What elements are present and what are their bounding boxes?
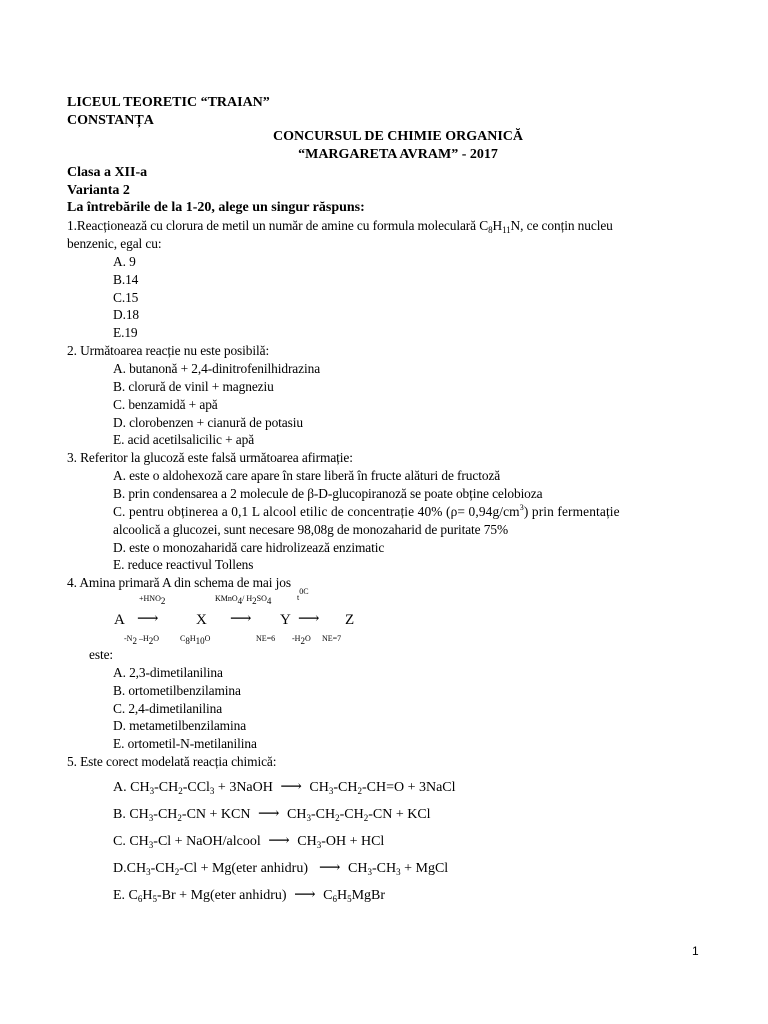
q1-option-e: E.19: [113, 325, 138, 340]
q4-option-b: B. ortometilbenzilamina: [113, 683, 241, 698]
q2-option-a: A. butanonă + 2,4-dinitrofenilhidrazina: [113, 361, 321, 376]
question-3-text: 3. Referitor la glucoză este falsă următoarea afirmație:: [67, 450, 353, 465]
q4-option-a: A. 2,3-dimetilanilina: [113, 665, 223, 680]
q2-option-c: C. benzamidă + apă: [113, 397, 218, 412]
scheme-reagent-1: $+HNO_2$: [139, 594, 166, 606]
scheme-node-z: Z: [345, 612, 355, 628]
scheme-arrow-3: ⟶: [298, 611, 320, 627]
q4-option-c: C. 2,4-dimetilanilina: [113, 701, 223, 716]
scheme-below-4: $-H_2O$: [292, 634, 311, 646]
question-1-text: 1.Reacționează cu clorura de metil un număr de amine cu formula moleculară $C_8H_{11}N$, ce conțin nucleu: [67, 218, 613, 235]
instruction: La întrebările de la 1-20, alege un singur răspuns:: [67, 200, 365, 215]
q4-option-e: E. ortometil-N-metilanilina: [113, 736, 257, 751]
class-label: Clasa a XII-a: [67, 165, 148, 180]
q1-option-b: B.14: [113, 272, 139, 287]
city-name: CONSTANȚA: [67, 113, 154, 128]
q3-option-d: D. este o monozaharidă care hidrolizează enzimatic: [113, 540, 385, 555]
q1-option-a: A. 9: [113, 254, 136, 269]
scheme-reagent-3: $t^{0C}$: [297, 587, 309, 602]
scheme-below-1: $-N_2$ $-H_2O$: [124, 634, 160, 646]
q5-option-e: E. $C_6H_5-Br$ + Mg(eter anhidru) ⟶ $C_6H_5MgBr$: [113, 887, 386, 904]
scheme-node-x: X: [196, 612, 207, 628]
q2-option-d: D. clorobenzen + cianură de potasiu: [113, 415, 303, 430]
scheme-node-a: A: [114, 612, 125, 628]
scheme-arrow-1: ⟶: [137, 611, 159, 627]
q5-option-d: $D.CH_3-CH_2-Cl$ + Mg(eter anhidru) ⟶ $CH_3-CH_3$ + MgCl: [113, 860, 449, 877]
question-1-text-cont: benzenic, egal cu:: [67, 236, 162, 251]
q5-option-a: A. $CH_3-CH_2-CCl_3$ + 3NaOH ⟶ $CH_3-CH_2-CH=O$ + 3NaCl: [113, 779, 456, 796]
page-number: 1: [692, 944, 699, 958]
q3-option-a: A. este o aldohexoză care apare în stare liberă în fructe alături de fructoză: [113, 468, 501, 483]
school-name: LICEUL TEORETIC “TRAIAN”: [67, 95, 270, 110]
question-4-text: 4. Amina primară A din schema de mai jos: [67, 575, 291, 590]
question-5-text: 5. Este corect modelată reacția chimică:: [67, 754, 277, 769]
q3-option-e: E. reduce reactivul Tollens: [113, 557, 254, 572]
question-4-este: este:: [89, 647, 114, 662]
q3-option-c: C. pentru obținerea a 0,1 L alcool etilic de concentrație 40% $(\rho= 0,94g/cm^3)$ prin fermentație: [113, 503, 620, 519]
q2-option-b: B. clorură de vinil + magneziu: [113, 379, 274, 394]
scheme-arrow-2: ⟶: [230, 611, 252, 627]
scheme-below-5: NE=7: [322, 634, 342, 643]
q5-option-b: B. $CH_3-CH_2-CN$ + KCN ⟶ $CH_3-CH_2-CH_2-CN$ + KCl: [113, 806, 431, 823]
scheme-node-y: Y: [280, 612, 291, 628]
scheme-below-2: $C_8H_{10}O$: [180, 634, 211, 646]
q2-option-e: E. acid acetilsalicilic + apă: [113, 432, 255, 447]
variant-label: Varianta 2: [67, 183, 130, 198]
q3-option-b: B. prin condensarea a 2 molecule de β-D-glucopiranoză se poate obține celobioza: [113, 486, 543, 501]
q1-option-d: D.18: [113, 307, 140, 322]
scheme-reagent-2: KMnO$_4$/ $H_2SO_4$: [215, 594, 272, 606]
scheme-below-3: NE=6: [256, 634, 276, 643]
q4-option-d: D. metametilbenzilamina: [113, 718, 247, 733]
contest-subtitle: “MARGARETA AVRAM” - 2017: [298, 147, 498, 162]
q3-option-c-cont: alcoolică a glucozei, sunt necesare 98,08g de monozaharid de puritate 75%: [113, 522, 509, 537]
q1-option-c: C.15: [113, 290, 139, 305]
question-2-text: 2. Următoarea reacție nu este posibilă:: [67, 343, 270, 358]
q5-option-c: C. $CH_3-Cl$ + NaOH/alcool ⟶ $CH_3-OH$ + HCl: [113, 833, 385, 850]
contest-title: CONCURSUL DE CHIMIE ORGANICĂ: [272, 129, 524, 144]
